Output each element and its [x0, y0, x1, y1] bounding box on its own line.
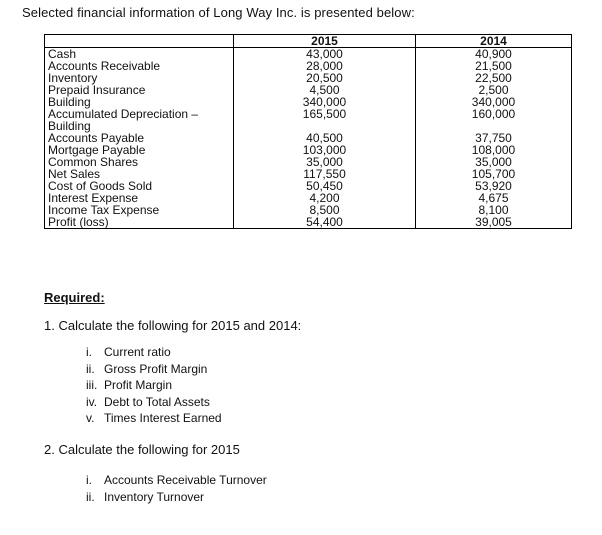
list-item-number: i.: [86, 345, 92, 359]
value-2015: 20,500: [234, 72, 416, 84]
row-label: Accounts Payable: [45, 132, 234, 144]
value-2015: 4,500: [234, 84, 416, 96]
value-2014: 160,000: [416, 108, 572, 132]
value-2014: 22,500: [416, 72, 572, 84]
list-item: [86, 344, 222, 361]
value-2015: 4,200: [234, 192, 416, 204]
header-label-cell: [45, 35, 234, 48]
row-label: Income Tax Expense: [45, 204, 234, 216]
intro-text: Selected financial information of Long Way Inc. is presented below:: [22, 5, 415, 20]
required-heading: Required:: [44, 290, 105, 305]
row-label: Inventory: [45, 72, 234, 84]
value-2015: 50,450: [234, 180, 416, 192]
table-row: [45, 108, 572, 132]
question-1-list: [86, 344, 222, 427]
value-2015: 54,400: [234, 216, 416, 229]
financial-table: [44, 34, 572, 229]
value-2014: 4,675: [416, 192, 572, 204]
value-2015: 35,000: [234, 156, 416, 168]
list-item-number: i.: [86, 473, 92, 487]
value-2015: 28,000: [234, 60, 416, 72]
row-label: Interest Expense: [45, 192, 234, 204]
row-label: Cost of Goods Sold: [45, 180, 234, 192]
row-label: Building: [45, 96, 234, 108]
list-item-number: ii.: [86, 361, 95, 376]
value-2014: 8,100: [416, 204, 572, 216]
list-item: [86, 410, 222, 427]
value-2014: 35,000: [416, 156, 572, 168]
list-item-number: iv.: [86, 394, 98, 409]
list-item-number: v.: [86, 411, 95, 425]
question-2-list: [86, 472, 267, 505]
list-item-text: Inventory Turnover: [104, 489, 205, 504]
value-2014: 40,900: [416, 48, 572, 61]
list-item-text: Times Interest Earned: [104, 411, 222, 425]
value-2015: 43,000: [234, 48, 416, 61]
list-item-text: Profit Margin: [104, 378, 173, 392]
list-item-text: Gross Profit Margin: [104, 361, 208, 376]
row-label: Accounts Receivable: [45, 60, 234, 72]
row-label: Net Sales: [45, 168, 234, 180]
list-item-text: Current ratio: [104, 345, 171, 359]
list-item: [86, 472, 267, 489]
value-2014: 2,500: [416, 84, 572, 96]
value-2014: 108,000: [416, 144, 572, 156]
row-label: Mortgage Payable: [45, 144, 234, 156]
list-item-text: Debt to Total Assets: [104, 394, 210, 409]
list-item: [86, 394, 222, 411]
list-item: [86, 361, 222, 378]
row-label: Profit (loss): [45, 216, 234, 229]
value-2015: 165,500: [234, 108, 416, 132]
value-2014: 53,920: [416, 180, 572, 192]
list-item-text: Accounts Receivable Turnover: [104, 473, 267, 487]
value-2015: 8,500: [234, 204, 416, 216]
value-2015: 340,000: [234, 96, 416, 108]
value-2014: 37,750: [416, 132, 572, 144]
row-label: Prepaid Insurance: [45, 84, 234, 96]
value-2014: 105,700: [416, 168, 572, 180]
question-2: 2. Calculate the following for 2015: [44, 442, 240, 457]
value-2014: 39,005: [416, 216, 572, 229]
value-2014: 21,500: [416, 60, 572, 72]
question-1: 1. Calculate the following for 2015 and 2014:: [44, 318, 302, 333]
value-2015: 117,550: [234, 168, 416, 180]
table-header-row: [45, 35, 572, 48]
table-body: [45, 48, 572, 229]
value-2015: 103,000: [234, 144, 416, 156]
row-label: Cash: [45, 48, 234, 61]
value-2015: 40,500: [234, 132, 416, 144]
header-2015: 2015: [234, 35, 416, 48]
table-row: [45, 216, 572, 229]
list-item-number: ii.: [86, 489, 95, 504]
value-2014: 340,000: [416, 96, 572, 108]
header-2014: 2014: [416, 35, 572, 48]
row-label: Common Shares: [45, 156, 234, 168]
row-label: Accumulated Depreciation – Building: [45, 108, 234, 132]
list-item: [86, 377, 222, 394]
list-item: [86, 489, 267, 506]
list-item-number: iii.: [86, 378, 98, 392]
